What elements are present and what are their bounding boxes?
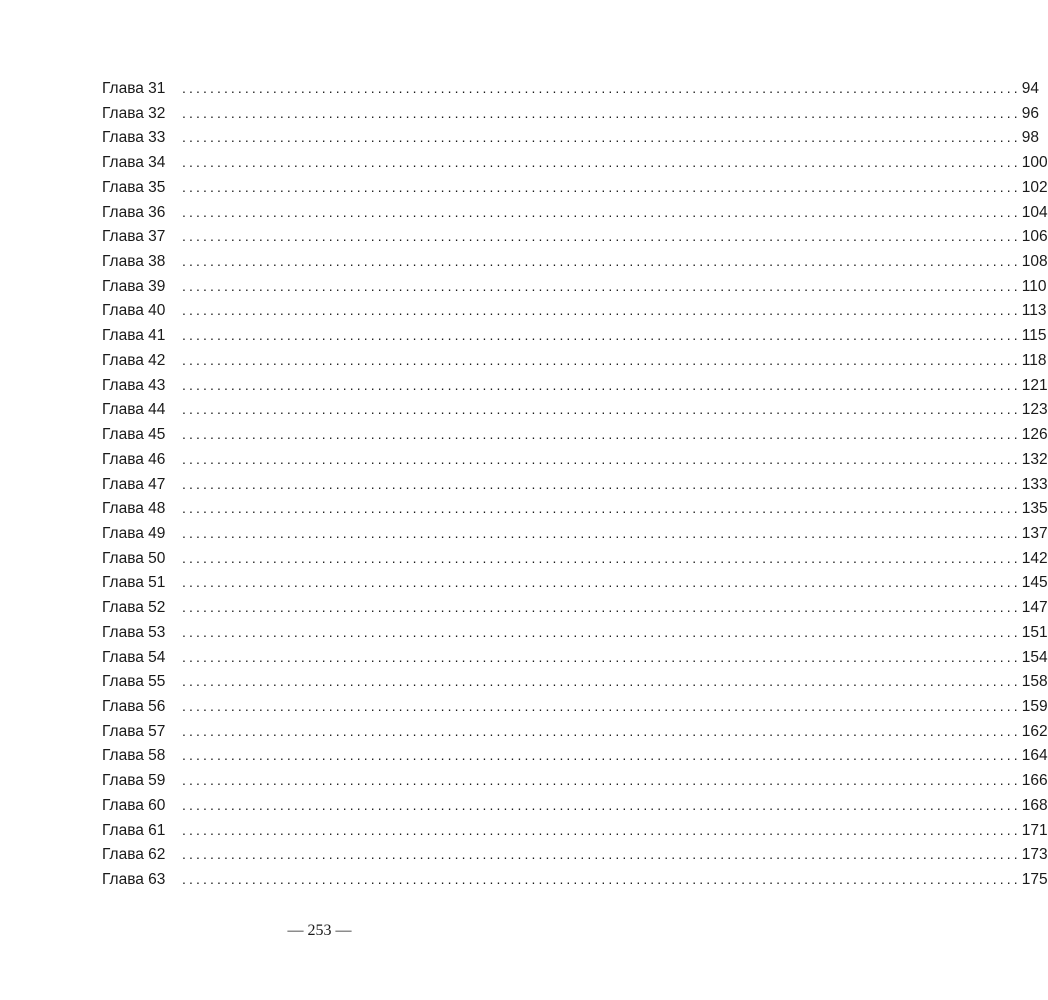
chapter-title: Глава 31	[102, 80, 166, 97]
chapter-page-number: 166	[1021, 772, 1048, 790]
toc-entry[interactable]	[102, 298, 1047, 323]
dot-leader: ........................................................................................................................	[182, 549, 1021, 566]
toc-entry[interactable]	[102, 793, 1048, 818]
toc-entry[interactable]	[102, 447, 1048, 472]
toc-entry[interactable]	[102, 224, 1048, 249]
chapter-page-number: 118	[1021, 351, 1047, 369]
dot-leader: ........................................................................................................................	[182, 574, 1021, 591]
toc-entry[interactable]	[102, 570, 1048, 595]
chapter-page-number: 158	[1021, 673, 1048, 691]
dot-leader: ........................................................................................................................	[182, 401, 1021, 418]
chapter-title: Глава 62	[102, 846, 166, 864]
chapter-page-number: 104	[1021, 203, 1048, 221]
chapter-title: Глава 32	[102, 104, 166, 122]
toc-entry[interactable]	[102, 867, 1048, 892]
dot-leader: ........................................................................................................................	[182, 747, 1021, 764]
chapter-title: Глава 35	[102, 178, 166, 196]
chapter-title: Глава 41	[102, 327, 166, 345]
table-of-contents	[102, 76, 1048, 892]
page-number: — 253 —	[287, 922, 352, 939]
chapter-title: Глава 53	[102, 623, 166, 641]
toc-entry[interactable]	[102, 620, 1048, 645]
chapter-page-number: 175	[1021, 871, 1048, 888]
chapter-page-number: 126	[1021, 426, 1048, 444]
toc-entry[interactable]	[102, 373, 1048, 398]
chapter-page-number: 147	[1021, 599, 1048, 617]
chapter-title: Глава 43	[102, 376, 166, 394]
chapter-page-number: 142	[1021, 549, 1048, 567]
chapter-title: Глава 45	[102, 426, 166, 444]
chapter-title: Глава 33	[102, 129, 166, 147]
toc-entry[interactable]	[102, 422, 1048, 447]
toc-entry[interactable]	[102, 125, 1040, 150]
chapter-title: Глава 38	[102, 253, 166, 271]
dot-leader: ........................................................................................................................	[182, 599, 1021, 616]
dot-leader: ........................................................................................................................	[182, 846, 1021, 863]
chapter-title: Глава 57	[102, 722, 166, 740]
chapter-page-number: 113	[1021, 302, 1047, 320]
chapter-title: Глава 50	[102, 549, 166, 567]
dot-leader: ........................................................................................................................	[182, 302, 1021, 319]
chapter-page-number: 108	[1021, 253, 1048, 271]
chapter-title: Глава 47	[102, 475, 166, 493]
dot-leader: ........................................................................................................................	[182, 154, 1021, 171]
chapter-page-number: 96	[1021, 104, 1040, 122]
toc-entry[interactable]	[102, 818, 1048, 843]
toc-entry[interactable]	[102, 645, 1048, 670]
toc-entry[interactable]	[102, 669, 1048, 694]
dot-leader: ........................................................................................................................	[182, 722, 1021, 739]
dot-leader: ........................................................................................................................	[182, 80, 1021, 96]
chapter-title: Глава 54	[102, 648, 166, 666]
dot-leader: ........................................................................................................................	[182, 376, 1021, 393]
chapter-page-number: 123	[1021, 401, 1048, 419]
chapter-page-number: 115	[1021, 327, 1047, 345]
chapter-title: Глава 55	[102, 673, 166, 691]
dot-leader: ........................................................................................................................	[182, 772, 1021, 789]
chapter-page-number: 137	[1021, 524, 1048, 542]
dot-leader: ........................................................................................................................	[182, 228, 1021, 245]
dot-leader: ........................................................................................................................	[182, 871, 1021, 887]
chapter-page-number: 168	[1021, 796, 1048, 814]
chapter-title: Глава 58	[102, 747, 166, 765]
dot-leader: ........................................................................................................................	[182, 129, 1021, 146]
chapter-title: Глава 37	[102, 228, 166, 246]
chapter-title: Глава 46	[102, 450, 166, 468]
dot-leader: ........................................................................................................................	[182, 796, 1021, 813]
toc-entry[interactable]	[102, 842, 1048, 867]
toc-entry[interactable]	[102, 101, 1040, 126]
dot-leader: ........................................................................................................................	[182, 524, 1021, 541]
chapter-page-number: 154	[1021, 648, 1048, 666]
toc-entry[interactable]	[102, 150, 1048, 175]
chapter-title: Глава 61	[102, 821, 166, 839]
chapter-page-number: 145	[1021, 574, 1048, 592]
dot-leader: ........................................................................................................................	[182, 351, 1021, 368]
chapter-title: Глава 34	[102, 154, 166, 172]
chapter-page-number: 121	[1021, 376, 1048, 394]
chapter-title: Глава 40	[102, 302, 166, 320]
chapter-title: Глава 52	[102, 599, 166, 617]
toc-entry[interactable]	[102, 323, 1047, 348]
toc-entry[interactable]	[102, 175, 1048, 200]
dot-leader: ........................................................................................................................	[182, 623, 1021, 640]
dot-leader: ........................................................................................................................	[182, 500, 1021, 517]
dot-leader: ........................................................................................................................	[182, 673, 1021, 690]
chapter-title: Глава 56	[102, 697, 166, 715]
toc-entry[interactable]	[102, 274, 1047, 299]
chapter-page-number: 151	[1021, 623, 1048, 641]
toc-entry[interactable]	[102, 595, 1048, 620]
dot-leader: ........................................................................................................................	[182, 253, 1021, 270]
chapter-title: Глава 49	[102, 524, 166, 542]
chapter-title: Глава 51	[102, 574, 166, 592]
toc-entry[interactable]	[102, 348, 1047, 373]
chapter-page-number: 102	[1021, 178, 1048, 196]
dot-leader: ........................................................................................................................	[182, 178, 1021, 195]
chapter-title: Глава 63	[102, 871, 166, 888]
toc-entry[interactable]	[102, 397, 1048, 422]
chapter-page-number: 173	[1021, 846, 1048, 864]
dot-leader: ........................................................................................................................	[182, 821, 1021, 838]
chapter-page-number: 164	[1021, 747, 1048, 765]
chapter-page-number: 171	[1021, 821, 1048, 839]
chapter-page-number: 110	[1021, 277, 1047, 295]
dot-leader: ........................................................................................................................	[182, 697, 1021, 714]
dot-leader: ........................................................................................................................	[182, 475, 1021, 492]
chapter-page-number: 159	[1021, 697, 1048, 715]
chapter-page-number: 106	[1021, 228, 1048, 246]
chapter-page-number: 162	[1021, 722, 1048, 740]
dot-leader: ........................................................................................................................	[182, 648, 1021, 665]
chapter-title: Глава 59	[102, 772, 166, 790]
toc-entry[interactable]	[102, 546, 1048, 571]
toc-entry[interactable]	[102, 694, 1048, 719]
toc-entry[interactable]	[102, 521, 1048, 546]
chapter-page-number: 94	[1021, 80, 1040, 97]
chapter-page-number: 135	[1021, 500, 1048, 518]
chapter-page-number: 98	[1021, 129, 1040, 147]
chapter-title: Глава 60	[102, 796, 166, 814]
chapter-title: Глава 44	[102, 401, 166, 419]
chapter-page-number: 133	[1021, 475, 1048, 493]
toc-entry[interactable]	[102, 76, 1040, 101]
toc-entry[interactable]	[102, 472, 1048, 497]
dot-leader: ........................................................................................................................	[182, 450, 1021, 467]
chapter-title: Глава 48	[102, 500, 166, 518]
chapter-page-number: 132	[1021, 450, 1048, 468]
chapter-title: Глава 39	[102, 277, 166, 295]
dot-leader: ........................................................................................................................	[182, 104, 1021, 121]
chapter-title: Глава 36	[102, 203, 166, 221]
dot-leader: ........................................................................................................................	[182, 426, 1021, 443]
dot-leader: ........................................................................................................................	[182, 203, 1021, 220]
toc-entry[interactable]	[102, 768, 1048, 793]
toc-entry[interactable]	[102, 743, 1048, 768]
chapter-page-number: 100	[1021, 154, 1048, 172]
toc-entry[interactable]	[102, 496, 1048, 521]
dot-leader: ........................................................................................................................	[182, 327, 1021, 344]
chapter-title: Глава 42	[102, 351, 166, 369]
toc-entry[interactable]	[102, 249, 1048, 274]
toc-entry[interactable]	[102, 200, 1048, 225]
dot-leader: ........................................................................................................................	[182, 277, 1021, 294]
toc-entry[interactable]	[102, 719, 1048, 744]
